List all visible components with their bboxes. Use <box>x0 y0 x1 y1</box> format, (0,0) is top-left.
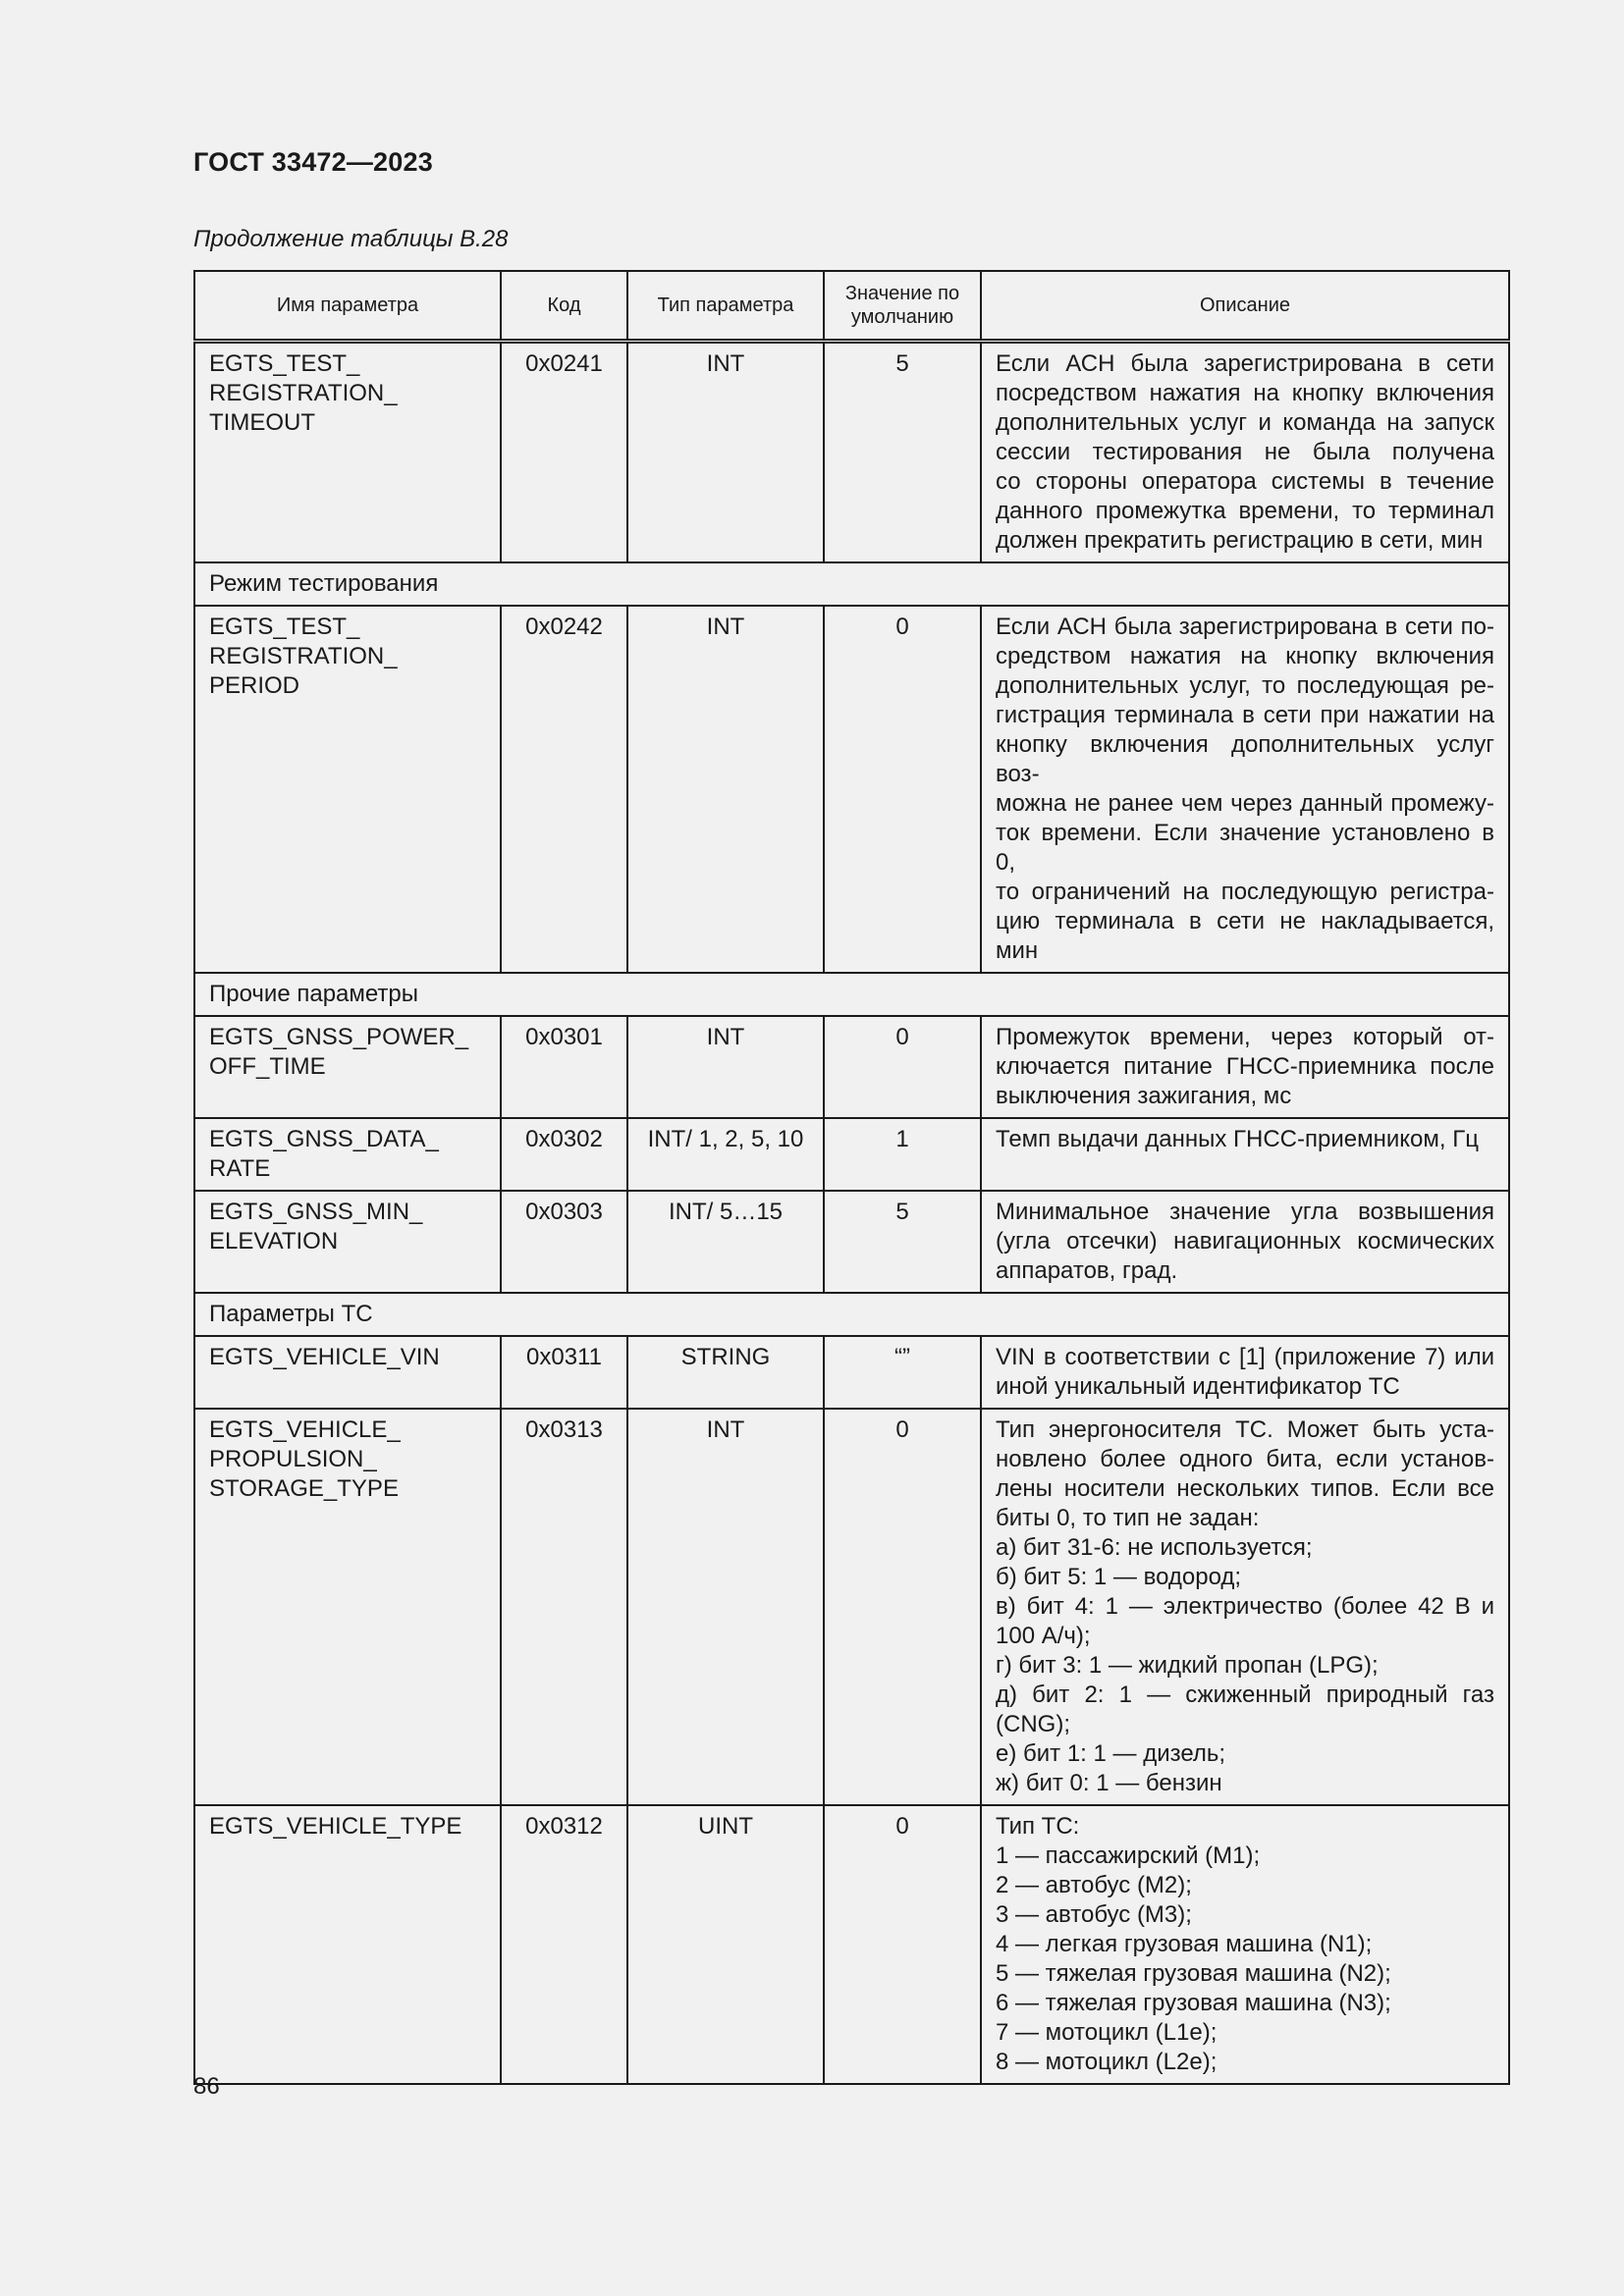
parameter-name-line: EGTS_GNSS_MIN_ <box>209 1199 423 1225</box>
parameter-default: 0 <box>824 1016 981 1118</box>
description-line: аппаратов, град. <box>996 1257 1178 1284</box>
column-header-type: Тип параметра <box>627 271 824 342</box>
column-header-name: Имя параметра <box>194 271 501 342</box>
parameter-name <box>194 606 501 973</box>
parameter-name <box>194 1016 501 1118</box>
parameter-default: 5 <box>824 342 981 563</box>
parameter-description <box>981 606 1509 973</box>
description-line: ток времени. Если значение установлено в 0, <box>996 820 1494 876</box>
parameter-name-line: EGTS_GNSS_POWER_ <box>209 1024 469 1050</box>
parameter-name-line: ELEVATION <box>209 1228 339 1255</box>
parameter-name-line: EGTS_TEST_ <box>209 350 360 377</box>
description-line: данного промежутка времени, то терминал <box>996 498 1494 524</box>
parameter-type: INT <box>627 1016 824 1118</box>
parameter-description <box>981 1016 1509 1118</box>
description-line: со стороны оператора системы в течение <box>996 468 1494 495</box>
parameter-description <box>981 1336 1509 1409</box>
parameter-name-line: PERIOD <box>209 672 300 699</box>
section-title: Параметры ТС <box>194 1293 1509 1336</box>
description-line: биты 0, то тип не задан: <box>996 1505 1260 1531</box>
table-row <box>194 1336 1509 1409</box>
description-line: а) бит 31-6: не используется; <box>996 1534 1313 1561</box>
parameter-name <box>194 1409 501 1805</box>
parameter-type: INT/ 1, 2, 5, 10 <box>627 1118 824 1191</box>
parameter-name <box>194 1805 501 2084</box>
table-body <box>194 342 1509 2085</box>
table-row <box>194 1016 1509 1118</box>
description-line: д) бит 2: 1 — сжиженный природный газ <box>996 1682 1494 1708</box>
parameter-name-line: REGISTRATION_ <box>209 643 398 669</box>
parameter-type: INT/ 5…15 <box>627 1191 824 1293</box>
parameter-type: STRING <box>627 1336 824 1409</box>
description-line: в) бит 4: 1 — электричество (более 42 В и <box>996 1593 1494 1620</box>
column-header-default <box>824 271 981 342</box>
section-title: Прочие параметры <box>194 973 1509 1016</box>
table-row <box>194 1118 1509 1191</box>
description-line: гистрация терминала в сети при нажатии на <box>996 702 1494 728</box>
description-line: 4 — легкая грузовая машина (N1); <box>996 1931 1373 1957</box>
section-row <box>194 562 1509 606</box>
parameter-default: 0 <box>824 1409 981 1805</box>
parameter-code: 0x0303 <box>501 1191 627 1293</box>
description-line: должен прекратить регистрацию в сети, мин <box>996 527 1484 554</box>
table-row <box>194 1409 1509 1805</box>
description-line: Если АСН была зарегистрирована в сети по- <box>996 614 1494 640</box>
description-line: е) бит 1: 1 — дизель; <box>996 1740 1226 1767</box>
description-line: новлено более одного бита, если установ- <box>996 1446 1494 1472</box>
parameter-default: 0 <box>824 1805 981 2084</box>
column-header-code: Код <box>501 271 627 342</box>
parameter-name <box>194 1336 501 1409</box>
parameter-default: “” <box>824 1336 981 1409</box>
parameters-table <box>193 270 1510 2085</box>
description-line: иной уникальный идентификатор ТС <box>996 1373 1400 1400</box>
parameter-default: 5 <box>824 1191 981 1293</box>
parameter-description <box>981 1118 1509 1191</box>
parameter-description <box>981 1191 1509 1293</box>
parameter-name-line: TIMEOUT <box>209 409 315 436</box>
description-line: 1 — пассажирский (M1); <box>996 1842 1261 1869</box>
description-line: 6 — тяжелая грузовая машина (N3); <box>996 1990 1391 2016</box>
parameter-name-line: EGTS_VEHICLE_TYPE <box>209 1813 462 1840</box>
parameter-name-line: EGTS_VEHICLE_VIN <box>209 1344 440 1370</box>
parameter-description <box>981 1409 1509 1805</box>
description-line: лены носители нескольких типов. Если все <box>996 1475 1494 1502</box>
table-header <box>194 271 1509 342</box>
description-line: сессии тестирования не была получена <box>996 439 1494 465</box>
description-line: цию терминала в сети не накладывается, мин <box>996 908 1494 964</box>
table-row <box>194 1805 1509 2084</box>
parameter-name-line: EGTS_GNSS_DATA_ <box>209 1126 439 1152</box>
parameter-code: 0x0312 <box>501 1805 627 2084</box>
description-line: 100 А/ч); <box>996 1623 1091 1649</box>
parameter-type: INT <box>627 342 824 563</box>
description-line: 3 — автобус (M3); <box>996 1901 1192 1928</box>
description-line: г) бит 3: 1 — жидкий пропан (LPG); <box>996 1652 1379 1679</box>
section-row <box>194 973 1509 1016</box>
parameter-default: 0 <box>824 606 981 973</box>
description-line: дополнительных услуг, то последующая ре- <box>996 672 1494 699</box>
table-row <box>194 342 1509 563</box>
parameter-default: 1 <box>824 1118 981 1191</box>
description-line: посредством нажатия на кнопку включения <box>996 380 1494 406</box>
column-header-description: Описание <box>981 271 1509 342</box>
description-line: можна не ранее чем через данный промежу- <box>996 790 1494 817</box>
parameter-name-line: RATE <box>209 1155 271 1182</box>
table-caption: Продолжение таблицы В.28 <box>193 226 509 252</box>
parameter-code: 0x0242 <box>501 606 627 973</box>
document-header: ГОСТ 33472—2023 <box>193 147 433 177</box>
column-header-default-line: Значение по <box>844 283 960 304</box>
parameter-name-line: OFF_TIME <box>209 1053 326 1080</box>
description-line: б) бит 5: 1 — водород; <box>996 1564 1242 1590</box>
parameter-type: INT <box>627 1409 824 1805</box>
description-line: (CNG); <box>996 1711 1070 1737</box>
description-line: 5 — тяжелая грузовая машина (N2); <box>996 1960 1391 1987</box>
description-line: 8 — мотоцикл (L2e); <box>996 2049 1218 2075</box>
column-header-default-line: умолчанию <box>850 306 954 328</box>
parameter-code: 0x0301 <box>501 1016 627 1118</box>
parameter-code: 0x0241 <box>501 342 627 563</box>
section-title: Режим тестирования <box>194 562 1509 606</box>
description-line: то ограничений на последующую регистра- <box>996 879 1494 905</box>
description-line: 7 — мотоцикл (L1e); <box>996 2019 1218 2046</box>
parameter-code: 0x0313 <box>501 1409 627 1805</box>
parameter-name <box>194 1118 501 1191</box>
parameter-type: INT <box>627 606 824 973</box>
page-number: 86 <box>193 2073 220 2100</box>
description-line: Минимальное значение угла возвышения <box>996 1199 1494 1225</box>
parameter-type: UINT <box>627 1805 824 2084</box>
parameter-code: 0x0302 <box>501 1118 627 1191</box>
description-line: кнопку включения дополнительных услуг воз- <box>996 731 1494 787</box>
description-line: VIN в соответствии с [1] (приложение 7) или <box>996 1344 1494 1370</box>
table-row <box>194 1191 1509 1293</box>
description-line: дополнительных услуг и команда на запуск <box>996 409 1494 436</box>
parameter-name-line: REGISTRATION_ <box>209 380 398 406</box>
table-row <box>194 606 1509 973</box>
description-line: выключения зажигания, мс <box>996 1083 1292 1109</box>
description-line: Темп выдачи данных ГНСС-приемником, Гц <box>996 1126 1479 1152</box>
description-line: 2 — автобус (M2); <box>996 1872 1192 1898</box>
parameter-description <box>981 1805 1509 2084</box>
description-line: Тип энергоносителя ТС. Может быть уста- <box>996 1416 1494 1443</box>
parameter-code: 0x0311 <box>501 1336 627 1409</box>
description-line: Тип ТС: <box>996 1813 1080 1840</box>
parameter-name <box>194 1191 501 1293</box>
parameter-description <box>981 342 1509 563</box>
description-line: средством нажатия на кнопку включения <box>996 643 1494 669</box>
description-line: (угла отсечки) навигационных космических <box>996 1228 1494 1255</box>
description-line: Промежуток времени, через который от- <box>996 1024 1494 1050</box>
section-row <box>194 1293 1509 1336</box>
parameter-name-line: STORAGE_TYPE <box>209 1475 399 1502</box>
description-line: ж) бит 0: 1 — бензин <box>996 1770 1222 1796</box>
description-line: Если АСН была зарегистрирована в сети <box>996 350 1494 377</box>
parameter-name-line: EGTS_VEHICLE_ <box>209 1416 401 1443</box>
parameter-name-line: PROPULSION_ <box>209 1446 377 1472</box>
parameter-name <box>194 342 501 563</box>
description-line: ключается питание ГНСС-приемника после <box>996 1053 1494 1080</box>
parameter-name-line: EGTS_TEST_ <box>209 614 360 640</box>
